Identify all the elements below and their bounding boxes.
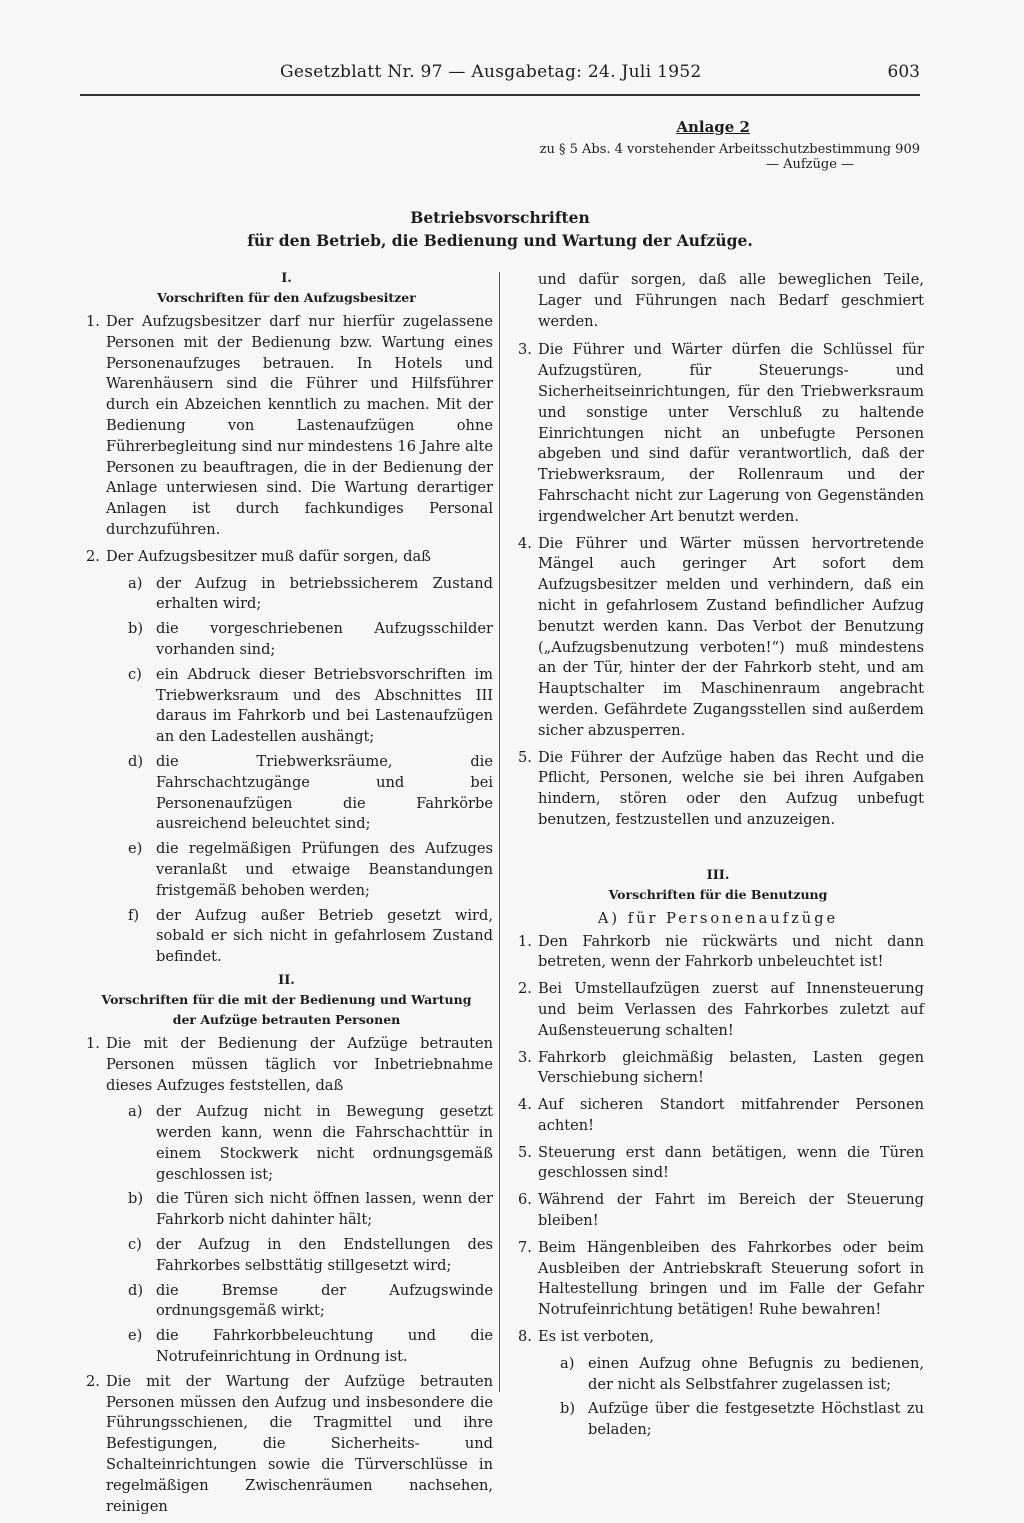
page-number: 603 (887, 62, 920, 82)
sub-item-letter: e) (128, 1327, 143, 1345)
gazette-title: Gesetzblatt Nr. 97 — Ausgabetag: 24. Juli 1952 (280, 62, 702, 82)
section-2-title-line2: der Aufzüge betrauten Personen (172, 1011, 401, 1027)
sub-item (80, 619, 493, 661)
item-number: 1. (86, 1034, 100, 1052)
section-3-title: Vorschriften für die Benutzung (608, 886, 828, 902)
sub-item (80, 839, 493, 901)
list-item (80, 312, 493, 541)
item-text: Während der Fahrt im Bereich der Steuerung bleiben! (538, 1191, 924, 1230)
section-1-title: Vorschriften für den Aufzugsbesitzer (157, 290, 416, 305)
item-number: 8. (518, 1328, 532, 1346)
right-column (512, 270, 924, 1445)
sub-item-text: der Aufzug in den Endstellungen des Fahrkorbes selbsttätig stillgesetzt wird; (156, 1236, 493, 1274)
item-number: 1. (518, 932, 532, 950)
sub-item-text: einen Aufzug ohne Befugnis zu bedienen, der nicht als Selbstfahrer zugelassen ist; (588, 1354, 924, 1393)
sub-item-letter: f) (128, 906, 140, 924)
item-text: Die Führer und Wärter müssen hervortretende Mängel auch geringer Art sofort dem Aufzugsbesitzer melden und verhindern, daß ein nicht in gefahrlosem Zustand befindlicher Aufzug benutzt werden kann. Das Verbot der Benutzung („Aufzugsbenutzung verboten!“) muß mindestens an der Tür, hinter der der Fahrkorb steht, und am Hauptschalter im Maschinenraum angebracht werden. Gefährdete Zugangsstellen sind außerdem sicher abzusperren. (538, 534, 924, 739)
item-number: 4. (518, 1096, 532, 1114)
list-item-continuation (512, 270, 924, 332)
item-text: Die mit der Bedienung der Aufzüge betrauten Personen müssen täglich vor Inbetriebnahme dieses Aufzuges feststellen, daß (106, 1034, 493, 1094)
header-rule (80, 94, 920, 96)
annex-reference: zu § 5 Abs. 4 vorstehender Arbeitsschutzbestimmung 909 (539, 142, 920, 157)
list-item (512, 979, 924, 1041)
sub-item-letter: c) (128, 665, 142, 683)
sub-item-text: die Triebwerksräume, die Fahrschachtzugänge und bei Personenaufzügen die Fahrkörbe ausreichend beleuchtet sind; (156, 752, 493, 833)
left-column (80, 270, 493, 1523)
sub-item (80, 1189, 493, 1231)
annex-block (500, 118, 920, 172)
sub-item-letter: c) (128, 1236, 142, 1254)
item-number: 2. (86, 1372, 100, 1390)
section-3-subtitle: A) für Personenaufzüge (597, 909, 839, 927)
list-item (512, 1327, 924, 1348)
item-text: Beim Hängenbleiben des Fahrkorbes oder beim Ausbleiben der Antriebskraft Steuerung sofort in Haltestellung bringen und im Falle der Gefahr Notrufeinrichtung betätigen! Ruhe bewahren! (538, 1238, 924, 1319)
sub-item (80, 1102, 493, 1185)
item-number: 5. (518, 1143, 532, 1161)
sub-item-letter: a) (560, 1354, 575, 1372)
spacer (512, 837, 924, 867)
sub-item (80, 752, 493, 835)
sub-item-letter: b) (128, 1190, 144, 1208)
sub-item (80, 1326, 493, 1368)
item-number: 4. (518, 534, 532, 552)
list-item (80, 1034, 493, 1096)
sub-item-letter: b) (560, 1400, 576, 1418)
list-item (512, 932, 924, 974)
page-header (80, 62, 920, 92)
item-number: 2. (518, 980, 532, 998)
item-text: Steuerung erst dann betätigen, wenn die Türen geschlossen sind! (538, 1143, 924, 1182)
list-item (80, 1372, 493, 1518)
column-divider (499, 272, 500, 1392)
sub-item (80, 574, 493, 616)
annex-subject: — Aufzüge — (765, 157, 855, 172)
document-title-line2: für den Betrieb, die Bedienung und Wartung der Aufzüge. (247, 231, 753, 250)
item-text: und dafür sorgen, daß alle beweglichen Teile, Lager und Führungen nach Bedarf geschmiert werden. (538, 271, 924, 330)
sub-item-text: der Aufzug in betriebssicherem Zustand erhalten wird; (156, 574, 493, 613)
item-text: Der Aufzugsbesitzer muß dafür sorgen, daß (106, 547, 431, 565)
sub-item (80, 1281, 493, 1323)
sub-item (80, 1235, 493, 1277)
sub-item-letter: e) (128, 840, 143, 858)
section-1-number: I. (281, 271, 292, 286)
sub-item-text: der Aufzug nicht in Bewegung gesetzt werden kann, wenn die Fahrschachttür in einem Stockwerk nicht ordnungsgemäß geschlossen ist; (156, 1103, 493, 1183)
item-text: Der Aufzugsbesitzer darf nur hierfür zugelassene Personen mit der Bedienung bzw. Wartung eines Personenaufzuges betrauen. In Hotels und Warenhäusern sind die Führer und Hilfsführer durch ein Abzeichen kenntlich zu machen. Mit der Bedienung von Lastenaufzügen ohne Führerbegleitung sind nur mindestens 16 Jahre alte Personen zu beauftragen, die in der Bedienung der Anlage unterwiesen sind. Die Wartung derartiger Anlagen ist durch fachkundiges Personal durchzuführen. (106, 313, 493, 538)
sub-item-letter: a) (128, 574, 143, 592)
sub-item-text: Aufzüge über die festgesetzte Höchstlast zu beladen; (588, 1400, 924, 1439)
list-item (512, 340, 924, 527)
sub-item (80, 665, 493, 748)
sub-item-letter: d) (128, 1281, 144, 1299)
item-number: 1. (86, 313, 100, 330)
sub-item-text: die Bremse der Aufzugswinde ordnungsgemäß wirkt; (156, 1281, 493, 1320)
list-item (512, 534, 924, 742)
sub-item-text: der Aufzug außer Betrieb gesetzt wird, sobald er sich nicht in gefahrlosem Zustand befindet. (156, 906, 493, 966)
sub-item (512, 1399, 924, 1441)
list-item (512, 1143, 924, 1185)
item-text: Die Führer und Wärter dürfen die Schlüssel für Aufzugstüren, für Steuerungs- und Sicherheitseinrichtungen, für den Triebwerksraum und sonstige unter Verschluß zu haltende Einrichtungen nicht an unbefugte Personen abgeben und sind dafür verantwortlich, daß der Triebwerksraum, der Rollenraum und der Fahrschacht nicht zur Lagerung von Gegenständen irgendwelcher Art benutzt werden. (538, 341, 924, 525)
sub-item-letter: d) (128, 752, 144, 770)
document-title-line1: Betriebsvorschriften (410, 208, 590, 227)
item-number: 6. (518, 1191, 532, 1209)
list-item (512, 1238, 924, 1321)
section-3-number: III. (706, 867, 730, 883)
item-text: Auf sicheren Standort mitfahrender Personen achten! (538, 1096, 924, 1134)
list-item (512, 1048, 924, 1090)
item-number: 3. (518, 1048, 532, 1066)
section-2-title (80, 990, 493, 1030)
item-number: 7. (518, 1238, 532, 1256)
item-text: Die mit der Wartung der Aufzüge betrauten Personen müssen den Aufzug und insbesondere die Führungsschienen, die Tragmittel und ihre Befestigungen, die Sicherheits- und Schalteinrichtungen sowie die Türverschlüsse in regelmäßigen Zwischenräumen nachsehen, reinigen (106, 1372, 493, 1515)
item-text: Bei Umstellaufzügen zuerst auf Innensteuerung und beim Verlassen des Fahrkorbes zuletzt auf Außensteuerung schalten! (538, 980, 924, 1039)
list-item (80, 547, 493, 568)
sub-item-text: die vorgeschriebenen Aufzugsschilder vorhanden sind; (156, 620, 493, 658)
item-text: Den Fahrkorb nie rückwärts und nicht dann betreten, wenn der Fahrkorb unbeleuchtet ist! (538, 932, 924, 971)
sub-item-text: die Fahrkorbbeleuchtung und die Notrufeinrichtung in Ordnung ist. (156, 1327, 493, 1366)
item-text: Es ist verboten, (538, 1328, 654, 1346)
sub-item-text: ein Abdruck dieser Betriebsvorschriften im Triebwerksraum und des Abschnittes III daraus im Fahrkorb und bei Lastenaufzügen an den Ladestellen aushängt; (156, 665, 493, 746)
item-number: 2. (86, 547, 100, 565)
document-title (80, 206, 920, 252)
sub-item (512, 1354, 924, 1396)
item-number: 3. (518, 341, 532, 359)
list-item (512, 1095, 924, 1137)
list-item (512, 748, 924, 831)
item-number: 5. (518, 748, 532, 766)
sub-item-letter: a) (128, 1103, 143, 1121)
sub-item-text: die Türen sich nicht öffnen lassen, wenn der Fahrkorb nicht dahinter hält; (156, 1190, 493, 1229)
sub-item-text: die regelmäßigen Prüfungen des Aufzuges veranlaßt und etwaige Beanstandungen fristgemäß behoben werden; (156, 840, 493, 899)
section-2-title-line1: Vorschriften für die mit der Bedienung und Wartung (101, 991, 472, 1007)
item-text: Die Führer der Aufzüge haben das Recht und die Pflicht, Personen, welche sie bei ihren Aufgaben hindern, stören oder den Aufzug unbefugt benutzen, festzustellen und anzuzeigen. (538, 748, 924, 828)
item-text: Fahrkorb gleichmäßig belasten, Lasten gegen Verschiebung sichern! (538, 1048, 924, 1087)
section-2-number: II. (278, 972, 295, 988)
annex-title: Anlage 2 (676, 118, 750, 136)
sub-item-letter: b) (128, 620, 144, 638)
list-item (512, 1190, 924, 1232)
sub-item (80, 906, 493, 968)
